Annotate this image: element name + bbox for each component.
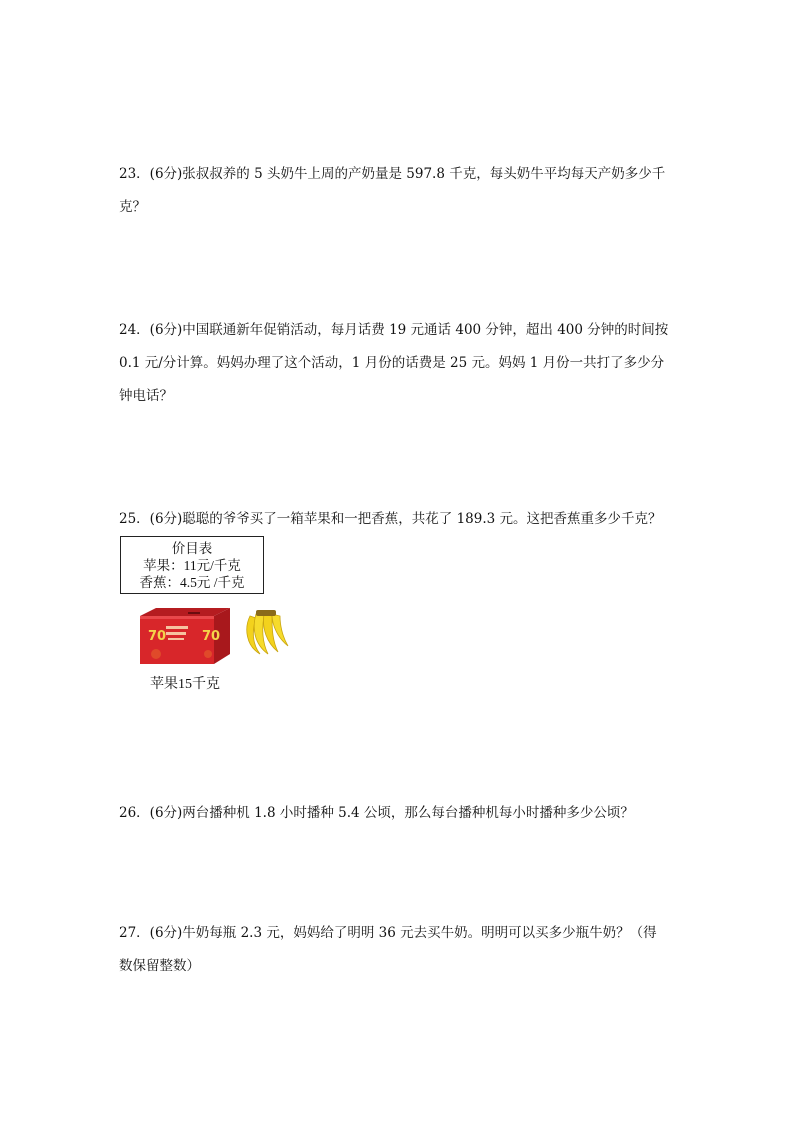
question-23-line-2: 克？: [119, 199, 146, 215]
apple-box-caption: 苹果15千克: [150, 677, 220, 692]
price-table-apple: 苹果：11元/千克: [143, 558, 241, 573]
question-23-line-1: 23．(6分)张叔叔养的 5 头奶牛上周的产奶量是 597.8 千克，每头奶牛平均每天产奶多少千: [119, 166, 666, 182]
apple-box-logo-right: 70: [202, 629, 221, 644]
question-24-line-2: 0.1 元/分计算。妈妈办理了这个活动，1 月份的话费是 25 元。妈妈 1 月份一共打了多少分: [119, 355, 665, 371]
question-24-line-1: 24．(6分)中国联通新年促销活动，每月话费 19 元通话 400 分钟，超出 400 分钟的时间按: [119, 322, 669, 338]
price-table-banana: 香蕉：4.5元 /千克: [139, 575, 245, 590]
question-26-line-1: 26．(6分)两台播种机 1.8 小时播种 5.4 公顷，那么每台播种机每小时播种多少公顷？: [119, 805, 634, 821]
question-25-line-1: 25．(6分)聪聪的爷爷买了一箱苹果和一把香蕉，共花了 189.3 元。这把香蕉重多少千克？: [119, 511, 662, 527]
question-26: [119, 797, 679, 830]
question-24: [119, 314, 679, 413]
apple-box-image: [136, 606, 232, 666]
price-table-title: 价目表: [171, 541, 213, 556]
question-27: [119, 917, 679, 983]
question-27-line-1: 27．(6分)牛奶每瓶 2.3 元，妈妈给了明明 36 元去买牛奶。明明可以买多少瓶牛奶？（得: [119, 925, 657, 941]
question-25: [119, 503, 679, 536]
question-23: [119, 158, 679, 224]
question-27-line-2: 数保留整数）: [119, 958, 200, 974]
price-table: [120, 536, 264, 594]
banana-image: [240, 608, 292, 658]
question-24-line-3: 钟电话？: [119, 388, 173, 404]
apple-box-logo: 70: [148, 629, 167, 644]
